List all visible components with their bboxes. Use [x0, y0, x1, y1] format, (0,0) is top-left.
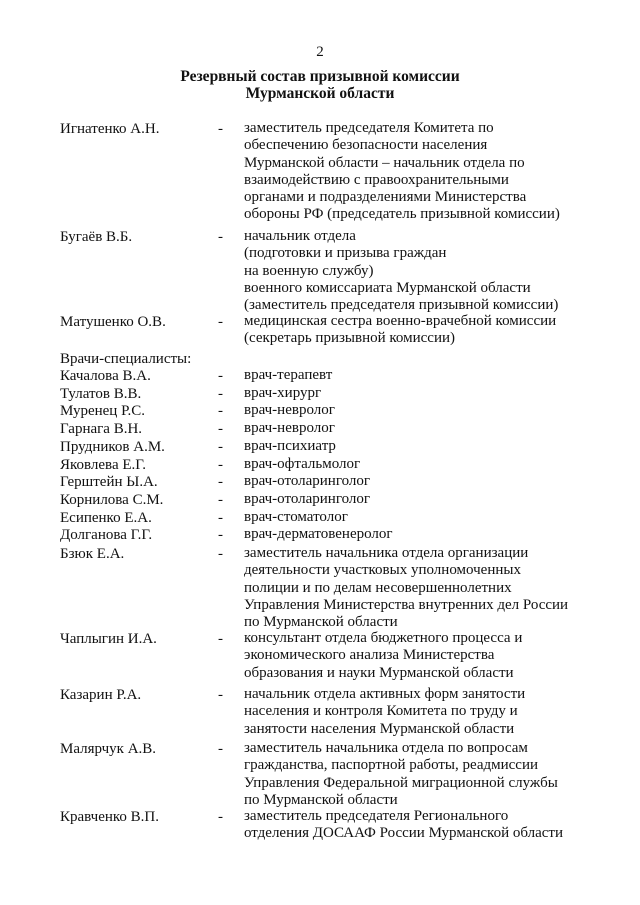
member-name: Бзюк Е.А. [60, 546, 125, 562]
member-role-line: Управления Федеральной миграционной службы [244, 774, 558, 791]
member-dash: - [218, 456, 223, 473]
member-role-line: врач-отоларинголог [244, 473, 371, 490]
member-role-line: (подготовки и призыва граждан [244, 245, 447, 262]
member-name: Яковлева Е.Г. [60, 456, 146, 473]
member-dash: - [218, 631, 223, 647]
member-role-line: органами и подразделениями Министерства [244, 189, 527, 206]
member-name: Есипенко Е.А. [60, 509, 152, 526]
member-dash: - [218, 527, 223, 544]
member-role-line: врач-терапевт [244, 367, 333, 383]
member-role-line: Управления Министерства внутренних дел России [244, 596, 569, 613]
member-role-line: (заместитель председателя призывной комиссии) [244, 297, 559, 314]
member-dash: - [218, 438, 223, 455]
member-role-line: военного комиссариата Мурманской области [244, 279, 531, 296]
member-role-line: врач-невролог [244, 420, 335, 437]
member-role [244, 313, 556, 348]
member-role-line: образования и науки Мурманской области [244, 664, 514, 681]
member-name: Игнатенко А.Н. [60, 121, 160, 137]
member-dash: - [218, 368, 223, 384]
section-header-doctors: Врачи-специалисты: [60, 351, 192, 367]
member-dash: - [218, 121, 223, 137]
page-number: 2 [316, 44, 324, 60]
member-role [244, 120, 560, 224]
member-role [244, 808, 563, 843]
member-name: Долганова Г.Г. [60, 527, 153, 544]
member-dash: - [218, 546, 223, 562]
member-role-line: врач-невролог [244, 402, 335, 419]
member-role [244, 491, 370, 508]
member-role-line: начальник отдела активных форм занятости [244, 686, 526, 702]
member-role-line: консультант отдела бюджетного процесса и [244, 630, 523, 646]
member-name: Казарин Р.А. [60, 687, 142, 703]
member-dash: - [218, 314, 223, 330]
title-line-1: Резервный состав призывной комиссии [180, 68, 460, 85]
member-role-line: врач-офтальмолог [244, 455, 361, 472]
member-role [244, 228, 558, 314]
member-role-line: отделения ДОСААФ России Мурманской области [244, 825, 563, 842]
member-role [244, 402, 335, 419]
member-role-line: врач-хирург [244, 384, 322, 401]
member-name: Корнилова С.М. [60, 491, 164, 508]
member-name: Качалова В.А. [60, 368, 151, 384]
member-dash: - [218, 229, 223, 245]
member-name: Муренец Р.С. [60, 403, 146, 420]
member-role [244, 473, 370, 490]
member-dash: - [218, 385, 223, 402]
member-role-line: врач-отоларинголог [244, 490, 371, 507]
member-dash: - [218, 509, 223, 526]
member-name: Чаплыгин И.А. [60, 631, 157, 647]
member-name: Матушенко О.В. [60, 314, 166, 330]
member-role-line: врач-стоматолог [244, 508, 348, 525]
member-name: Прудников А.М. [60, 438, 165, 455]
member-role [244, 740, 558, 809]
member-role-line: медицинская сестра военно-врачебной комиссии [244, 313, 557, 329]
member-role-line: взаимодействию с правоохранительными [244, 171, 509, 188]
member-role-line: по Мурманской области [244, 614, 398, 631]
member-role-line: (секретарь призывной комиссии) [244, 330, 455, 347]
member-role-line: гражданства, паспортной работы, реадмиссии [244, 757, 539, 774]
document-title [0, 68, 640, 102]
member-dash: - [218, 474, 223, 491]
title-line-2: Мурманской области [245, 85, 395, 102]
member-role [244, 545, 568, 631]
member-role-line: заместитель председателя Комитета по [244, 120, 494, 136]
member-role-line: начальник отдела [244, 228, 356, 244]
member-name: Герштейн Ы.А. [60, 474, 158, 491]
member-role [244, 509, 348, 526]
member-role [244, 526, 393, 543]
member-dash: - [218, 491, 223, 508]
member-dash: - [218, 403, 223, 420]
member-role [244, 367, 332, 384]
member-role-line: заместитель председателя Регионального [244, 808, 509, 824]
member-role-line: заместитель начальника отдела по вопросам [244, 740, 528, 756]
member-role-line: Мурманской области – начальник отдела по [244, 154, 525, 171]
member-role-line: деятельности участковых уполномоченных [244, 562, 521, 579]
member-role-line: населения и контроля Комитета по труду и [244, 703, 518, 720]
member-dash: - [218, 421, 223, 438]
member-name: Гарнага В.Н. [60, 421, 143, 438]
member-dash: - [218, 741, 223, 757]
member-name: Тулатов В.В. [60, 385, 142, 402]
member-role-line: на военную службу) [244, 262, 374, 279]
member-role-line: по Мурманской области [244, 791, 398, 808]
member-role [244, 385, 321, 402]
member-role [244, 456, 360, 473]
member-dash: - [218, 809, 223, 825]
member-role [244, 420, 335, 437]
member-name: Кравченко В.П. [60, 809, 160, 825]
member-role-line: полиции и по делам несовершеннолетних [244, 579, 512, 596]
member-name: Малярчук А.В. [60, 741, 157, 757]
member-role-line: занятости населения Мурманской области [244, 720, 515, 737]
member-role-line: врач-дерматовенеролог [244, 526, 393, 543]
member-role-line: заместитель начальника отдела организации [244, 545, 529, 561]
member-role [244, 438, 336, 455]
member-role [244, 686, 525, 738]
member-name: Бугаёв В.Б. [60, 229, 133, 245]
member-role-line: обеспечению безопасности населения [244, 137, 488, 154]
member-role-line: обороны РФ (председатель призывной комиссии) [244, 206, 560, 223]
member-role-line: экономического анализа Министерства [244, 647, 495, 664]
member-role [244, 630, 522, 682]
member-role-line: врач-психиатр [244, 437, 336, 454]
member-dash: - [218, 687, 223, 703]
